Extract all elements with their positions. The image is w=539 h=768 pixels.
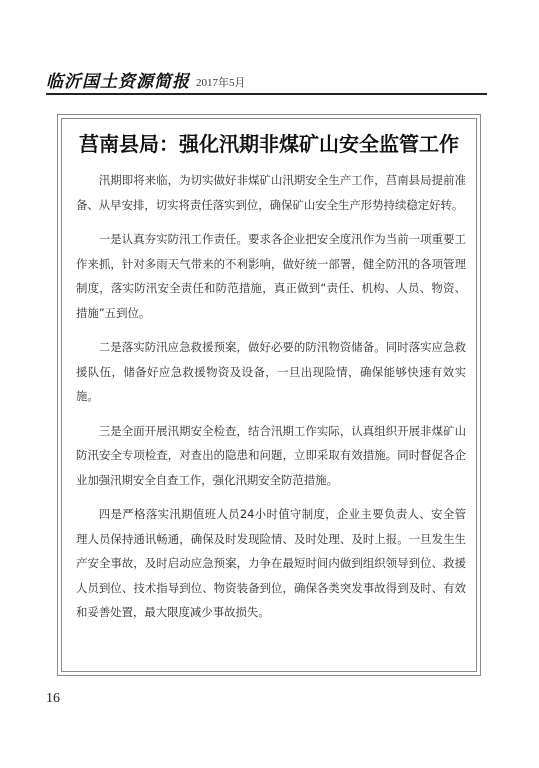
page-header — [46, 70, 246, 92]
paragraph-intro: 汛期即将来临，为切实做好非煤矿山汛期安全生产工作，莒南县局提前准备、从早安排，切实将责任落实到位，确保矿山安全生产形势持续稳定好转。 — [76, 173, 466, 212]
paragraph-1: 一是认真夯实防汛工作责任。要求各企业把安全度汛作为当前一项重要工作来抓，针对多雨天气带来的不利影响，做好统一部署，健全防汛的各项管理制度，落实防汛安全责任和防范措施，真正做到“责任、机构、人员、物资、措施”五到位。 — [76, 232, 466, 320]
page-number: 16 — [46, 691, 60, 706]
paragraph-2: 二是落实防汛应急救援预案，做好必要的防汛物资储备。同时落实应急救援队伍，储备好应急救援物资及设备，一旦出现险情，确保能够快速有效实施。 — [76, 340, 466, 403]
paragraph-3: 三是全面开展汛期安全检查，结合汛期工作实际，认真组织开展非煤矿山防汛安全专项检查，对查出的隐患和问题，立即采取有效措施。同时督促各企业加强汛期安全自查工作，强化汛期安全防范措施。 — [76, 423, 466, 487]
article-title: 莒南县局：强化汛期非煤矿山安全监管工作 — [79, 132, 459, 156]
publication-title: 临沂国土资源简报 — [46, 72, 190, 92]
publication-date: 2017年5月 — [196, 77, 246, 89]
header-rule — [46, 93, 487, 95]
article-body — [76, 168, 466, 635]
paragraph-4: 四是严格落实汛期值班人员24小时值守制度，企业主要负责人、安全管理人员保持通讯畅通，确保及时发现险情、及时处理、及时上报。一旦发生生产安全事故，及时启动应急预案，力争在最短时间内做到组织领导到位、救援人员到位、技术指导到位、物资装备到位，确保各类突发事故得到及时、有效和妥善处置，最大限度减少事故损失。 — [76, 507, 466, 619]
